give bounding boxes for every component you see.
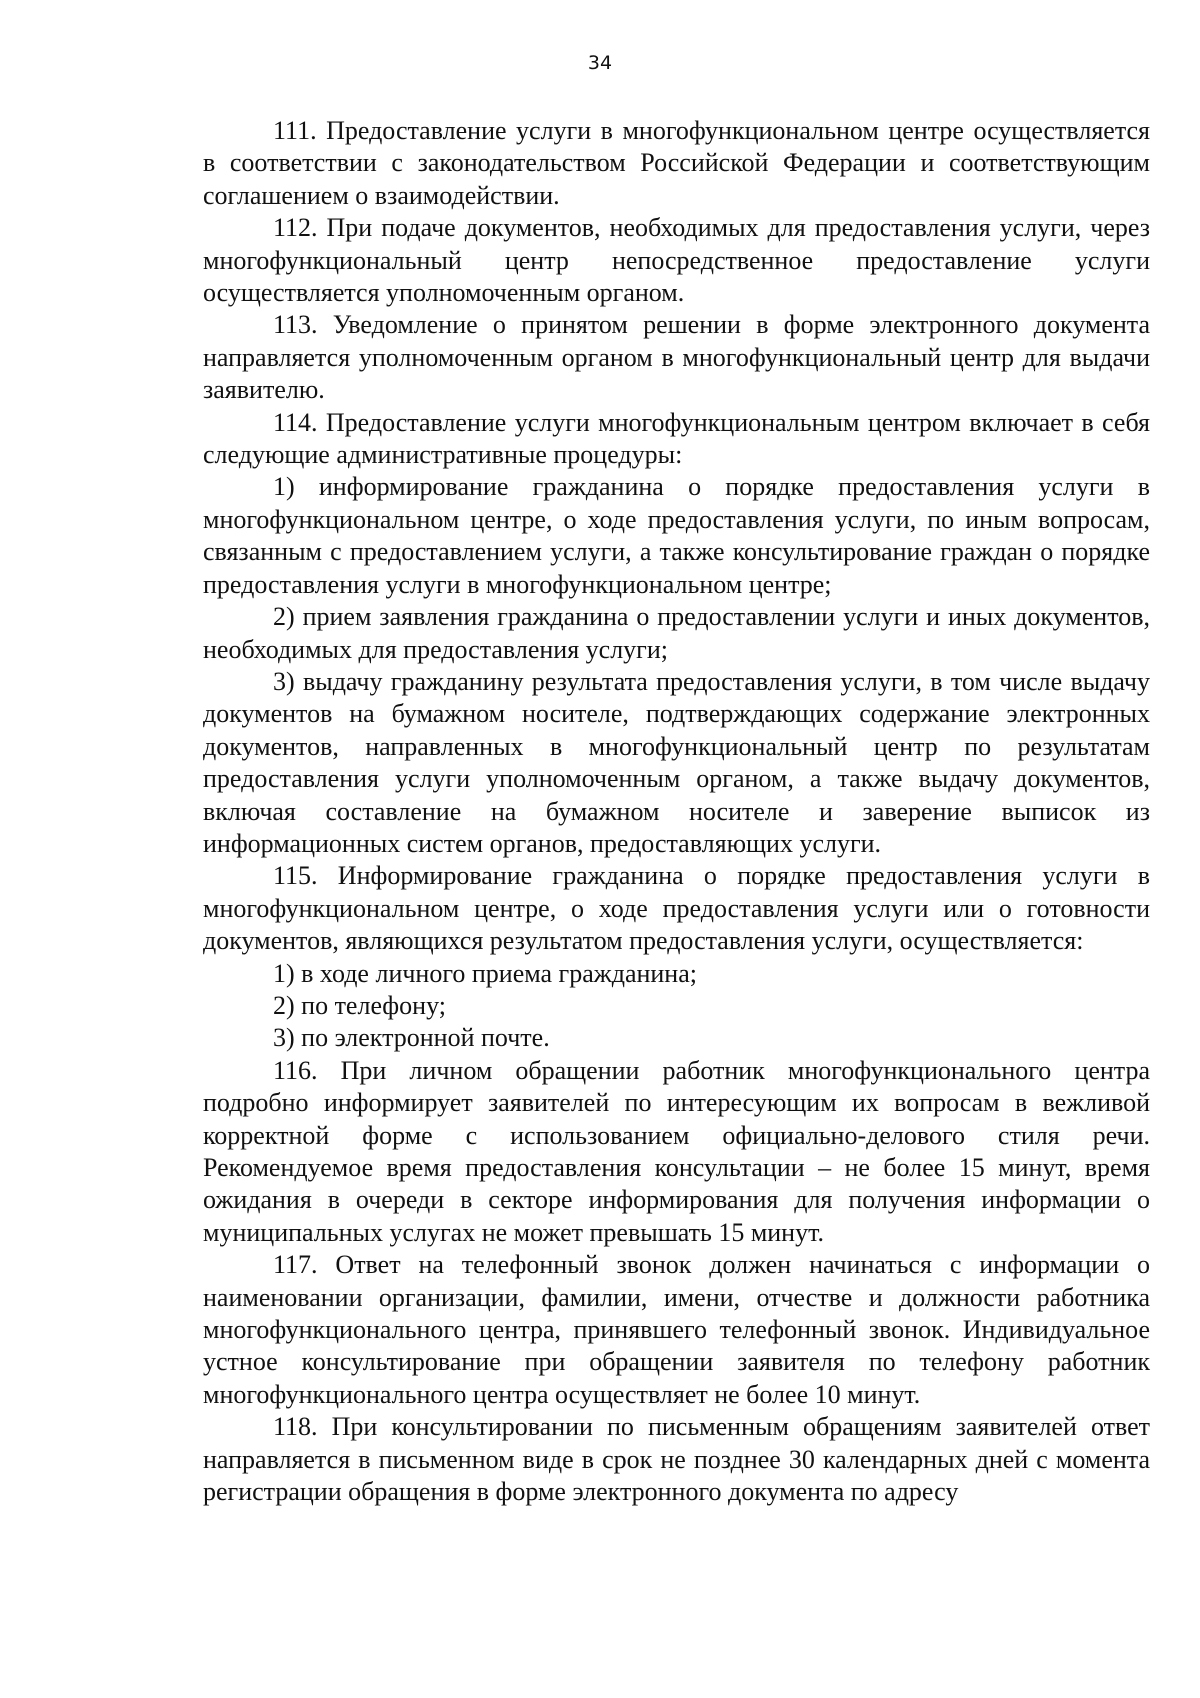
paragraph-114-item-3: 3) выдачу гражданину результата предоставления услуги, в том числе выдачу документов на бумажном носителе, подтверждающих содержание электронных документов, направленных в многофункциональный центр по результатам предоставления услуги уполномоченным органом, а также выдачу документов, включая составление на бумажном носителе и заверение выписок из информационных систем органов, предоставляющих услуги. <box>203 666 1150 858</box>
paragraph-113: 113. Уведомление о принятом решении в форме электронного документа направляется уполномоченным органом в многофункциональный центр для выдачи заявителю. <box>203 310 1150 405</box>
paragraph-115-item-2: 2) по телефону; <box>273 990 446 1020</box>
paragraph-117: 117. Ответ на телефонный звонок должен начинаться с информации о наименовании организации, фамилии, имени, отчестве и должности работника многофункционального центра, принявшего телефонный звонок. Индивидуальное устное консультирование при обращении заявителя по телефону работник многофункционального центра осуществляет не более 10 минут. <box>203 1250 1150 1409</box>
paragraph-114-item-1: 1) информирование гражданина о порядке предоставления услуги в многофункциональном центре, о ходе предоставления услуги, по иным вопросам, связанным с предоставлением услуги, а также консультирование граждан о порядке предоставления услуги в многофункциональном центре; <box>203 472 1150 599</box>
paragraph-111: 111. Предоставление услуги в многофункциональном центре осуществляется в соответствии с законодательством Российской Федерации и соответствующим соглашением о взаимодействии. <box>203 116 1150 210</box>
paragraph-118: 118. При консультировании по письменным обращениям заявителей ответ направляется в письменном виде в срок не позднее 30 календарных дней с момента регистрации обращения в форме электронного документа по адресу <box>203 1412 1150 1507</box>
document-body <box>203 115 1150 1508</box>
paragraph-115-item-3: 3) по электронной почте. <box>273 1023 550 1053</box>
paragraph-116: 116. При личном обращении работник многофункционального центра подробно информирует заявителей по интересующим их вопросам в вежливой корректной форме с использованием официально-делового стиля речи. Рекомендуемое время предоставления консультации – не более 15 минут, время ожидания в очереди в секторе информирования для получения информации о муниципальных услугах не может превышать 15 минут. <box>203 1055 1150 1247</box>
paragraph-115-item-1: 1) в ходе личного приема гражданина; <box>273 958 697 988</box>
paragraph-114-item-2: 2) прием заявления гражданина о предоставлении услуги и иных документов, необходимых для предоставления услуги; <box>203 602 1150 664</box>
paragraph-114: 114. Предоставление услуги многофункциональным центром включает в себя следующие административные процедуры: <box>203 407 1150 470</box>
paragraph-112: 112. При подаче документов, необходимых для предоставления услуги, через многофункциональный центр непосредственное предоставление услуги осуществляется уполномоченным органом. <box>203 213 1150 308</box>
page-number: 34 <box>587 52 613 74</box>
paragraph-115: 115. Информирование гражданина о порядке предоставления услуги в многофункциональном центре, о ходе предоставления услуги или о готовности документов, являющихся результатом предоставления услуги, осуществляется: <box>203 861 1150 956</box>
